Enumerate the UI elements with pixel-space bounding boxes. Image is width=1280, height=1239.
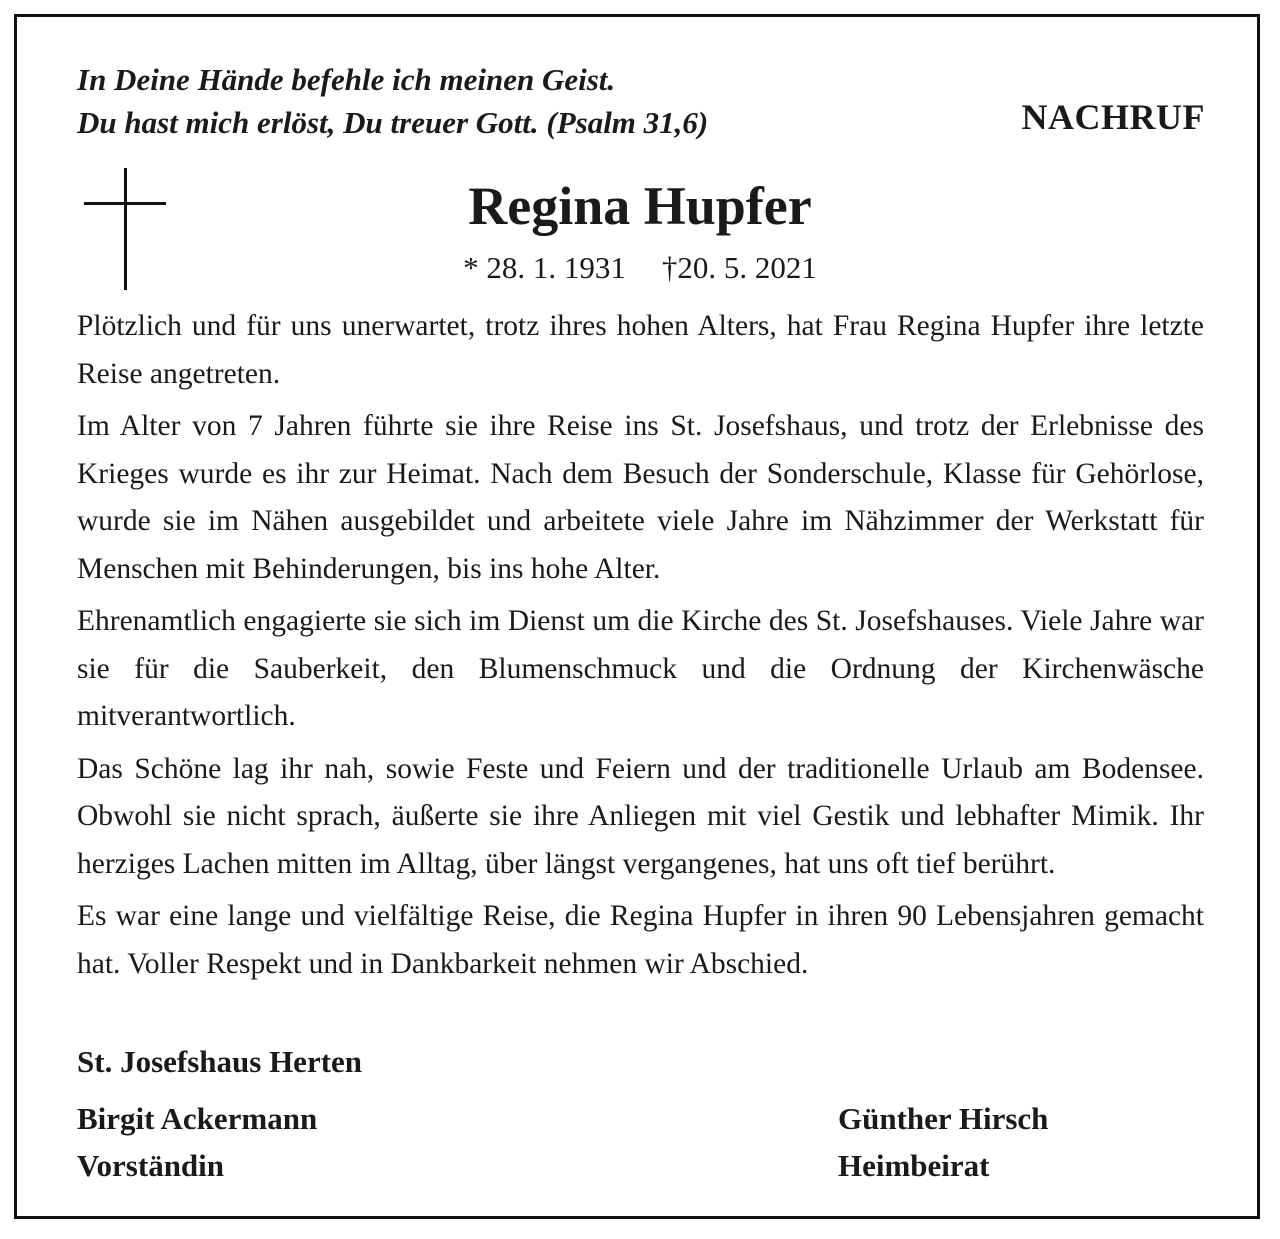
life-dates: [0, 248, 1280, 288]
deceased-name: Regina Hupfer: [468, 176, 812, 236]
paragraph: Ehrenamtlich engagierte sie sich im Dienst um die Kirche des St. Josefshauses. Viele Jahre war sie für die Sauberkeit, den Blumenschmuck und die Ordnung der Kirchenwäsche mitverantwortlich.: [77, 605, 1204, 732]
paragraph: Plötzlich und für uns unerwartet, trotz ihres hohen Alters, hat Frau Regina Hupfer ihre letzte Reise angetreten.: [77, 310, 1204, 390]
birth-date: * 28. 1. 1931: [463, 250, 626, 285]
death-date: †20. 5. 2021: [661, 250, 817, 285]
notice-heading: NACHRUF: [1021, 97, 1205, 137]
paragraph: Im Alter von 7 Jahren führte sie ihre Reise ins St. Josefshaus, und trotz der Erlebnisse des Krieges wurde es ihr zur Heimat. Nach dem Besuch der Sonderschule, Klasse für Gehörlose, wurde sie im Nähen ausgebildet und arbeitete viele Jahre im Nähzimmer der Werkstatt für Menschen mit Behinderungen, bis ins hohe Alter.: [77, 410, 1204, 585]
psalm-line-2: Du hast mich erlöst, Du treuer Gott. (Psalm 31,6): [77, 105, 709, 140]
paragraph: Es war eine lange und vielfältige Reise, die Regina Hupfer in ihren 90 Lebensjahren gemacht hat. Voller Respekt und in Dankbarkeit nehmen wir Abschied.: [77, 900, 1204, 980]
obituary-text: [77, 303, 1204, 993]
signatory-left: [77, 1095, 317, 1189]
paragraph: Das Schöne lag ihr nah, sowie Feste und Feiern und der traditionelle Urlaub am Bodensee. Obwohl sie nicht sprach, äußerte sie ihre Anliegen mit viel Gestik und lebhafter Mimik. Ihr herziges Lachen mitten im Alltag, über längst vergangenes, hat uns oft tief berührt.: [77, 752, 1204, 880]
psalm-line-1: In Deine Hände befehle ich meinen Geist.: [77, 62, 616, 97]
signatory-right: [838, 1095, 1048, 1189]
psalm-quote: [77, 58, 708, 144]
organization-name: St. Josefshaus Herten: [77, 1044, 363, 1079]
signatory-role: Vorständin: [77, 1148, 225, 1183]
signatory-name: Birgit Ackermann: [77, 1101, 318, 1136]
signatory-role: Heimbeirat: [838, 1148, 990, 1183]
signatory-name: Günther Hirsch: [838, 1101, 1049, 1136]
